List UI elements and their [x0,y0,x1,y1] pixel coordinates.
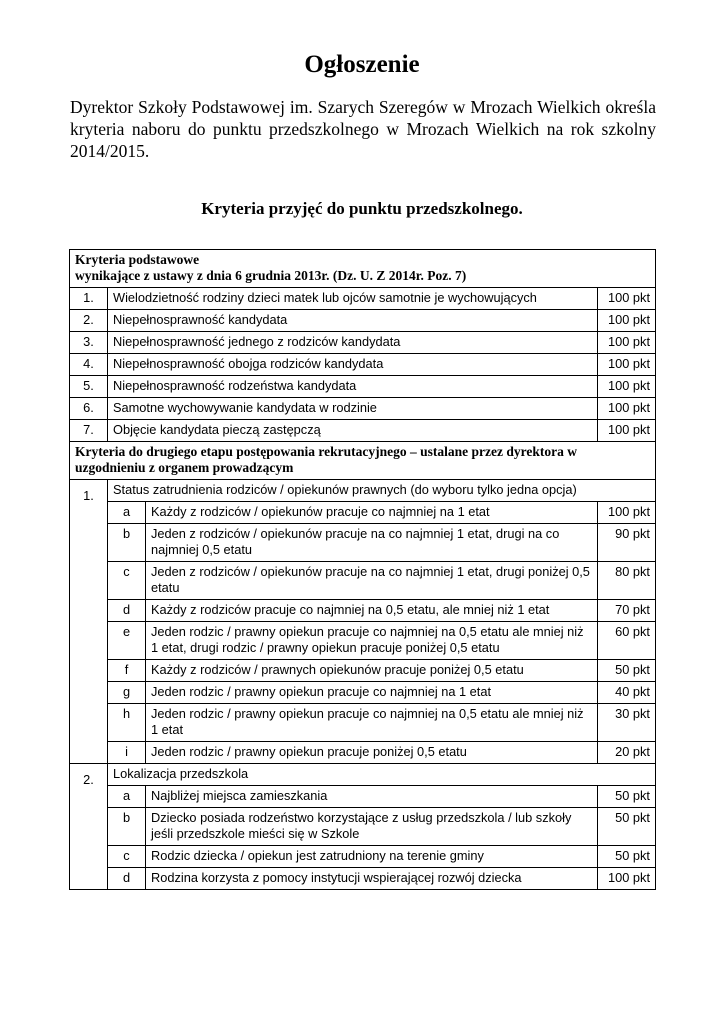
group-title: Status zatrudnienia rodziców / opiekunów prawnych (do wyboru tylko jedna opcja) [108,480,656,502]
item-points: 50 pkt [598,846,656,868]
table-row [70,502,656,524]
item-points: 50 pkt [598,786,656,808]
criterion-text: Niepełnosprawność jednego z rodziców kandydata [108,332,598,354]
table-row [70,704,656,742]
criterion-points: 100 pkt [598,376,656,398]
row-number: 5. [70,376,108,398]
item-letter: d [108,600,146,622]
table-row [70,660,656,682]
section2-heading-row [70,442,656,480]
criterion-text: Wielodzietność rodziny dzieci matek lub ojców samotnie je wychowujących [108,288,598,310]
criterion-points: 100 pkt [598,420,656,442]
item-points: 30 pkt [598,704,656,742]
item-text: Jeden rodzic / prawny opiekun pracuje co najmniej na 0,5 etatu ale mniej niż 1 etat, drugi rodzic / prawny opiekun pracuje poniżej 0,5 etatu [146,622,598,660]
item-points: 100 pkt [598,502,656,524]
criteria-table-body [70,250,656,890]
table-row [70,808,656,846]
item-text: Jeden rodzic / prawny opiekun pracuje poniżej 0,5 etatu [146,742,598,764]
item-letter: b [108,808,146,846]
item-letter: c [108,562,146,600]
item-letter: h [108,704,146,742]
item-text: Każdy z rodziców pracuje co najmniej na 0,5 etatu, ale mniej niż 1 etat [146,600,598,622]
table-row [70,288,656,310]
item-letter: b [108,524,146,562]
item-letter: e [108,622,146,660]
table-row [70,420,656,442]
item-text: Każdy z rodziców / prawnych opiekunów pracuje poniżej 0,5 etatu [146,660,598,682]
item-letter: d [108,868,146,890]
criterion-points: 100 pkt [598,288,656,310]
row-number: 7. [70,420,108,442]
item-text: Jeden rodzic / prawny opiekun pracuje co najmniej na 0,5 etatu ale mniej niż 1 etat [146,704,598,742]
item-points: 50 pkt [598,808,656,846]
item-points: 100 pkt [598,868,656,890]
criterion-text: Niepełnosprawność rodzeństwa kandydata [108,376,598,398]
section1-heading-row [70,250,656,288]
table-row [70,310,656,332]
item-text: Dziecko posiada rodzeństwo korzystające z usług przedszkola / lub szkoły jeśli przedszkole mieści się w Szkole [146,808,598,846]
group-number: 1. [70,480,108,764]
item-points: 60 pkt [598,622,656,660]
criterion-text: Samotne wychowywanie kandydata w rodzinie [108,398,598,420]
item-points: 80 pkt [598,562,656,600]
item-points: 70 pkt [598,600,656,622]
item-text: Jeden rodzic / prawny opiekun pracuje co najmniej na 1 etat [146,682,598,704]
criterion-points: 100 pkt [598,332,656,354]
criterion-text: Objęcie kandydata pieczą zastępczą [108,420,598,442]
table-row [70,562,656,600]
criterion-points: 100 pkt [598,354,656,376]
item-points: 40 pkt [598,682,656,704]
table-row [70,786,656,808]
table-row [70,332,656,354]
section2-heading: Kryteria do drugiego etapu postępowania rekrutacyjnego – ustalane przez dyrektora w uzgodnieniu z organem prowadzącym [70,442,656,480]
criterion-points: 100 pkt [598,310,656,332]
criteria-subtitle: Kryteria przyjęć do punktu przedszkolnego. [201,199,523,218]
criterion-text: Niepełnosprawność obojga rodziców kandydata [108,354,598,376]
group-title: Lokalizacja przedszkola [108,764,656,786]
table-row [70,742,656,764]
item-text: Najbliżej miejsca zamieszkania [146,786,598,808]
item-text: Jeden z rodziców / opiekunów pracuje na co najmniej 1 etat, drugi poniżej 0,5 etatu [146,562,598,600]
section1-heading-line1: Kryteria podstawowe [75,252,200,267]
item-points: 50 pkt [598,660,656,682]
table-row [70,354,656,376]
row-number: 6. [70,398,108,420]
table-row [70,846,656,868]
table-row [70,868,656,890]
item-letter: a [108,786,146,808]
row-number: 3. [70,332,108,354]
table-row [70,682,656,704]
item-text: Rodzic dziecka / opiekun jest zatrudniony na terenie gminy [146,846,598,868]
table-row [70,622,656,660]
row-number: 4. [70,354,108,376]
item-letter: c [108,846,146,868]
item-letter: g [108,682,146,704]
item-text: Jeden z rodziców / opiekunów pracuje na co najmniej 1 etat, drugi na co najmniej 0,5 etatu [146,524,598,562]
item-letter: f [108,660,146,682]
table-row [70,398,656,420]
item-points: 20 pkt [598,742,656,764]
item-text: Każdy z rodziców / opiekunów pracuje co najmniej na 1 etat [146,502,598,524]
criteria-table [69,249,656,890]
section1-heading [70,250,656,288]
criterion-text: Niepełnosprawność kandydata [108,310,598,332]
row-number: 2. [70,310,108,332]
item-points: 90 pkt [598,524,656,562]
section1-heading-line2: wynikające z ustawy z dnia 6 grudnia 2013r. (Dz. U. Z 2014r. Poz. 7) [75,268,467,283]
table-row [70,524,656,562]
criterion-points: 100 pkt [598,398,656,420]
group-title-row [70,764,656,786]
intro-paragraph: Dyrektor Szkoły Podstawowej im. Szarych Szeregów w Mrozach Wielkich określa kryteria naboru do punktu przedszkolnego w Mrozach Wielkich na rok szkolny 2014/2015. [70,97,656,161]
item-letter: a [108,502,146,524]
item-letter: i [108,742,146,764]
group-title-row [70,480,656,502]
table-row [70,600,656,622]
page-title: Ogłoszenie [304,51,420,78]
table-row [70,376,656,398]
item-text: Rodzina korzysta z pomocy instytucji wspierającej rozwój dziecka [146,868,598,890]
group-number: 2. [70,764,108,890]
row-number: 1. [70,288,108,310]
